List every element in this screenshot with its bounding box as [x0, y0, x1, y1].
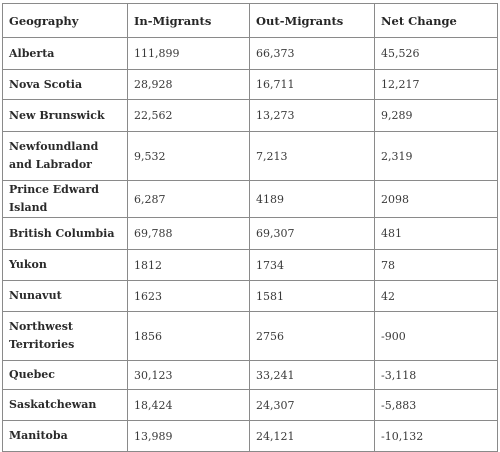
migration-table — [2, 3, 498, 452]
in-migrants-cell: 18,424 — [128, 390, 250, 421]
table-row — [3, 361, 498, 390]
table-row — [3, 421, 498, 452]
geography-cell: Northwest Territories — [3, 312, 128, 361]
geography-cell: Yukon — [3, 250, 128, 281]
table-header-row — [3, 4, 498, 38]
out-migrants-cell: 33,241 — [250, 361, 375, 390]
in-migrants-cell: 1623 — [128, 281, 250, 312]
net-change-cell: 481 — [375, 218, 498, 250]
table-row — [3, 38, 498, 70]
geography-cell: British Columbia — [3, 218, 128, 250]
column-header-geography: Geography — [3, 4, 128, 38]
in-migrants-cell: 69,788 — [128, 218, 250, 250]
table-row — [3, 132, 498, 181]
net-change-cell: 12,217 — [375, 70, 498, 100]
in-migrants-cell: 111,899 — [128, 38, 250, 70]
net-change-cell: -900 — [375, 312, 498, 361]
in-migrants-cell: 1856 — [128, 312, 250, 361]
geography-cell: Saskatchewan — [3, 390, 128, 421]
geography-cell: Nova Scotia — [3, 70, 128, 100]
net-change-cell: 45,526 — [375, 38, 498, 70]
geography-cell: Newfoundland and Labrador — [3, 132, 128, 181]
net-change-cell: -3,118 — [375, 361, 498, 390]
net-change-cell: -10,132 — [375, 421, 498, 452]
table-row — [3, 250, 498, 281]
out-migrants-cell: 24,307 — [250, 390, 375, 421]
out-migrants-cell: 1734 — [250, 250, 375, 281]
table-row — [3, 281, 498, 312]
geography-cell: Prince Edward Island — [3, 181, 128, 218]
in-migrants-cell: 6,287 — [128, 181, 250, 218]
out-migrants-cell: 69,307 — [250, 218, 375, 250]
net-change-cell: 2098 — [375, 181, 498, 218]
table-row — [3, 70, 498, 100]
table-row — [3, 181, 498, 218]
out-migrants-cell: 16,711 — [250, 70, 375, 100]
column-header-out-migrants: Out-Migrants — [250, 4, 375, 38]
out-migrants-cell: 24,121 — [250, 421, 375, 452]
out-migrants-cell: 4189 — [250, 181, 375, 218]
geography-cell: Alberta — [3, 38, 128, 70]
out-migrants-cell: 2756 — [250, 312, 375, 361]
table-row — [3, 100, 498, 132]
in-migrants-cell: 1812 — [128, 250, 250, 281]
in-migrants-cell: 30,123 — [128, 361, 250, 390]
net-change-cell: 42 — [375, 281, 498, 312]
geography-cell: Nunavut — [3, 281, 128, 312]
net-change-cell: 2,319 — [375, 132, 498, 181]
table-row — [3, 218, 498, 250]
in-migrants-cell: 13,989 — [128, 421, 250, 452]
table-row — [3, 390, 498, 421]
geography-cell: Manitoba — [3, 421, 128, 452]
table-row — [3, 312, 498, 361]
geography-cell: New Brunswick — [3, 100, 128, 132]
column-header-in-migrants: In-Migrants — [128, 4, 250, 38]
out-migrants-cell: 13,273 — [250, 100, 375, 132]
net-change-cell: 9,289 — [375, 100, 498, 132]
out-migrants-cell: 66,373 — [250, 38, 375, 70]
net-change-cell: 78 — [375, 250, 498, 281]
in-migrants-cell: 9,532 — [128, 132, 250, 181]
in-migrants-cell: 28,928 — [128, 70, 250, 100]
net-change-cell: -5,883 — [375, 390, 498, 421]
out-migrants-cell: 1581 — [250, 281, 375, 312]
column-header-net-change: Net Change — [375, 4, 498, 38]
out-migrants-cell: 7,213 — [250, 132, 375, 181]
geography-cell: Quebec — [3, 361, 128, 390]
in-migrants-cell: 22,562 — [128, 100, 250, 132]
